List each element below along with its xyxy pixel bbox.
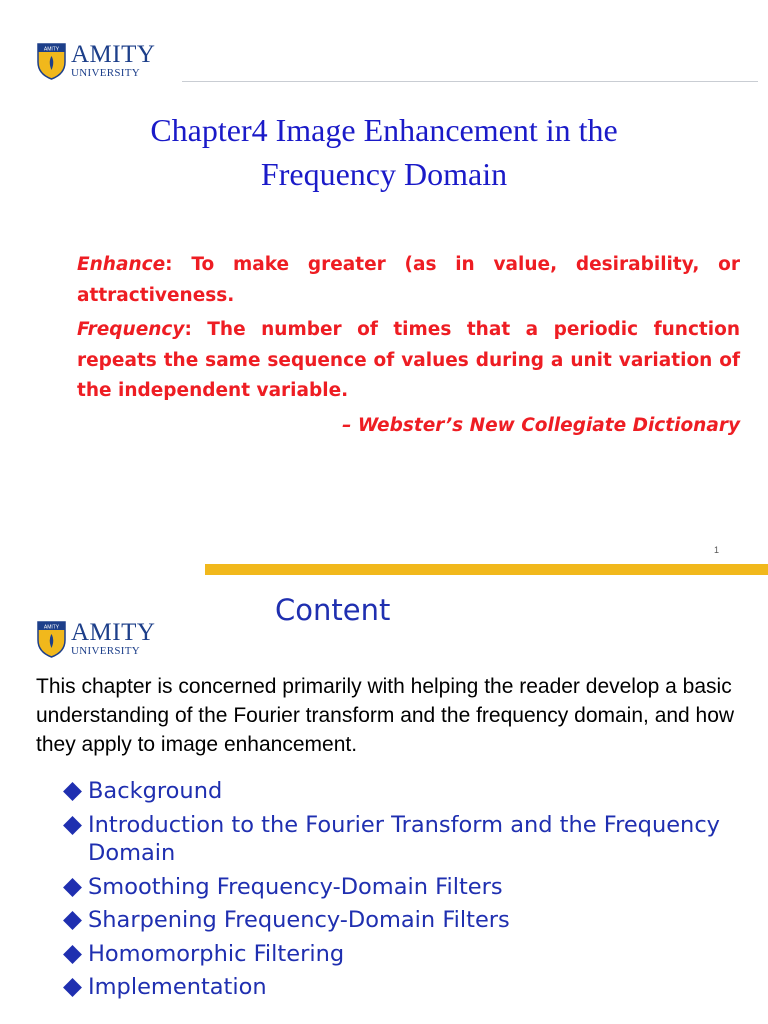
list-item-label: Introduction to the Fourier Transform and the Frequency Domain xyxy=(88,811,720,866)
logo-name: AMITY xyxy=(71,618,156,646)
diamond-bullet-icon xyxy=(62,944,83,965)
amity-shield-icon xyxy=(36,40,67,80)
slide-2 xyxy=(0,580,768,1024)
definition-text: : The number of times that a periodic function repeats the same sequence of values during a unit variation of the independent variable. xyxy=(77,319,740,401)
definition-source: – Webster’s New Collegiate Dictionary xyxy=(342,414,740,436)
logo-name: AMITY xyxy=(71,40,156,68)
list-item xyxy=(62,873,752,902)
intro-paragraph: This chapter is concerned primarily with helping the reader develop a basic understanding of the Fourier transform and the frequency domain, and how they apply to image enhancement. xyxy=(36,675,735,756)
page-number: 1 xyxy=(714,545,720,555)
definition-term: Enhance xyxy=(77,254,166,275)
definition-text: : To make greater (as in value, desirability, or attractiveness. xyxy=(77,254,740,306)
diamond-bullet-icon xyxy=(62,781,83,802)
diamond-bullet-icon xyxy=(62,910,83,931)
header-divider xyxy=(182,81,758,82)
svg-text:AMITY: AMITY xyxy=(43,46,60,53)
definition-term: Frequency xyxy=(77,319,185,340)
content-list xyxy=(62,777,752,1007)
diamond-bullet-icon xyxy=(62,815,83,836)
amity-shield-icon xyxy=(36,618,67,658)
list-item-label: Background xyxy=(88,778,223,804)
logo-subtitle: UNIVERSITY xyxy=(71,66,140,79)
slide-title xyxy=(40,108,728,196)
content-title: Content xyxy=(275,593,391,627)
diamond-bullet-icon xyxy=(62,977,83,998)
definition-enhance xyxy=(77,250,740,311)
footer-bar xyxy=(205,564,768,575)
amity-logo xyxy=(36,618,155,658)
logo-subtitle: UNIVERSITY xyxy=(71,644,140,657)
definitions-block xyxy=(77,250,740,445)
list-item-label: Homomorphic Filtering xyxy=(88,940,345,967)
definition-frequency xyxy=(77,315,740,407)
title-line-2: Frequency Domain xyxy=(260,156,508,192)
list-item xyxy=(62,811,752,868)
list-item xyxy=(62,940,752,969)
list-item-label: Sharpening Frequency-Domain Filters xyxy=(88,907,510,933)
list-item xyxy=(62,973,752,1002)
list-item-label: Implementation xyxy=(88,974,267,1000)
list-item-label: Smoothing Frequency-Domain Filters xyxy=(88,873,503,900)
amity-logo xyxy=(36,40,155,80)
list-item xyxy=(62,777,752,806)
list-item xyxy=(62,906,752,935)
diamond-bullet-icon xyxy=(62,877,83,898)
title-line-1: Chapter4 Image Enhancement in the xyxy=(150,112,618,148)
svg-text:AMITY: AMITY xyxy=(43,624,60,631)
